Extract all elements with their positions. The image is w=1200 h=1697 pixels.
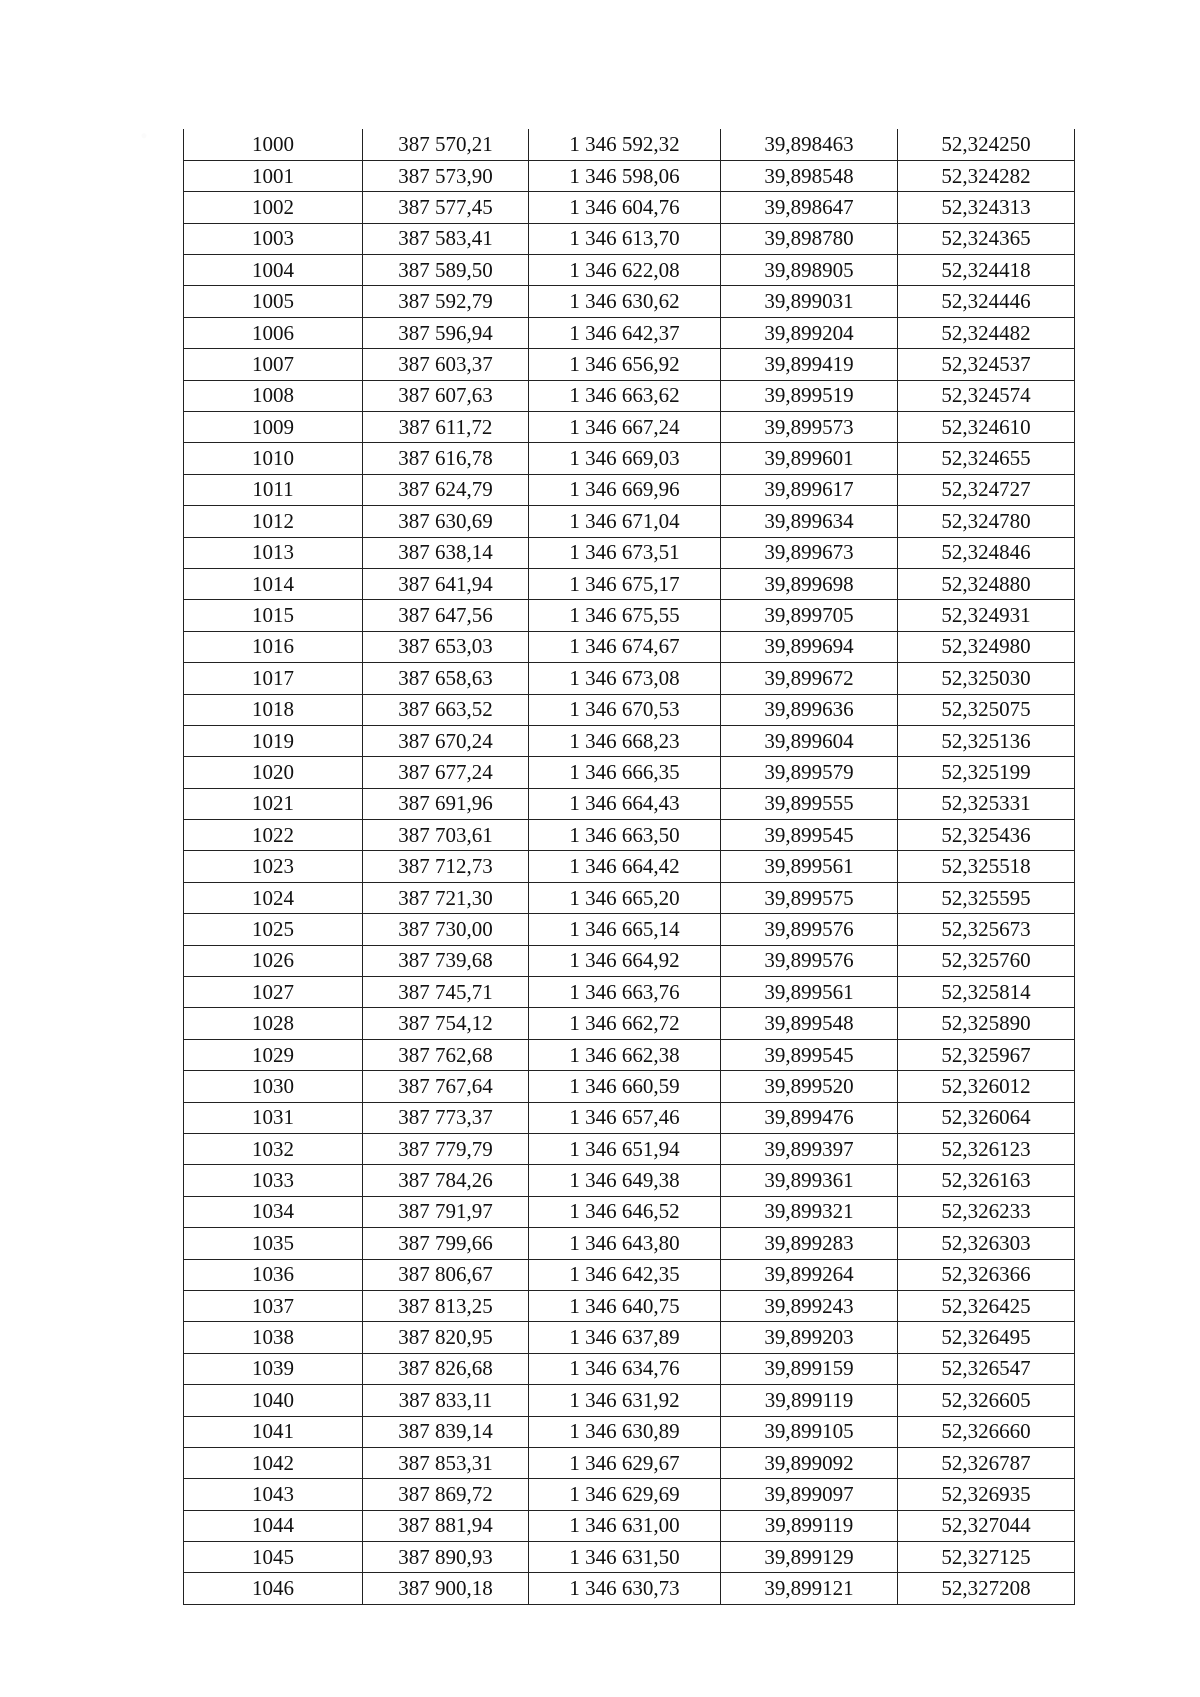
y-coordinate-cell: 1 346 664,92 bbox=[529, 945, 721, 976]
y-coordinate-cell: 1 346 662,38 bbox=[529, 1039, 721, 1070]
point-number-cell: 1033 bbox=[184, 1165, 363, 1196]
x-coordinate-cell: 387 779,79 bbox=[363, 1134, 529, 1165]
coordinates-table bbox=[183, 129, 1075, 1605]
latitude-cell: 52,325595 bbox=[898, 882, 1075, 913]
x-coordinate-cell: 387 596,94 bbox=[363, 317, 529, 348]
point-number-cell: 1007 bbox=[184, 349, 363, 380]
longitude-cell: 39,899545 bbox=[721, 1039, 898, 1070]
latitude-cell: 52,327125 bbox=[898, 1542, 1075, 1573]
table-row bbox=[184, 788, 1075, 819]
latitude-cell: 52,325760 bbox=[898, 945, 1075, 976]
longitude-cell: 39,898548 bbox=[721, 160, 898, 191]
x-coordinate-cell: 387 853,31 bbox=[363, 1447, 529, 1478]
y-coordinate-cell: 1 346 663,76 bbox=[529, 977, 721, 1008]
y-coordinate-cell: 1 346 663,62 bbox=[529, 380, 721, 411]
point-number-cell: 1040 bbox=[184, 1385, 363, 1416]
longitude-cell: 39,899105 bbox=[721, 1416, 898, 1447]
latitude-cell: 52,325518 bbox=[898, 851, 1075, 882]
longitude-cell: 39,899561 bbox=[721, 977, 898, 1008]
table-row bbox=[184, 412, 1075, 443]
x-coordinate-cell: 387 603,37 bbox=[363, 349, 529, 380]
table-row bbox=[184, 820, 1075, 851]
point-number-cell: 1010 bbox=[184, 443, 363, 474]
table-row bbox=[184, 1353, 1075, 1384]
latitude-cell: 52,325136 bbox=[898, 725, 1075, 756]
y-coordinate-cell: 1 346 673,08 bbox=[529, 663, 721, 694]
y-coordinate-cell: 1 346 664,42 bbox=[529, 851, 721, 882]
table-row bbox=[184, 1479, 1075, 1510]
y-coordinate-cell: 1 346 622,08 bbox=[529, 255, 721, 286]
x-coordinate-cell: 387 577,45 bbox=[363, 192, 529, 223]
y-coordinate-cell: 1 346 669,96 bbox=[529, 474, 721, 505]
longitude-cell: 39,898647 bbox=[721, 192, 898, 223]
point-number-cell: 1023 bbox=[184, 851, 363, 882]
point-number-cell: 1038 bbox=[184, 1322, 363, 1353]
longitude-cell: 39,899601 bbox=[721, 443, 898, 474]
y-coordinate-cell: 1 346 665,14 bbox=[529, 914, 721, 945]
latitude-cell: 52,325331 bbox=[898, 788, 1075, 819]
latitude-cell: 52,326064 bbox=[898, 1102, 1075, 1133]
latitude-cell: 52,326495 bbox=[898, 1322, 1075, 1353]
longitude-cell: 39,899576 bbox=[721, 945, 898, 976]
y-coordinate-cell: 1 346 656,92 bbox=[529, 349, 721, 380]
latitude-cell: 52,324250 bbox=[898, 129, 1075, 160]
latitude-cell: 52,326012 bbox=[898, 1071, 1075, 1102]
longitude-cell: 39,899264 bbox=[721, 1259, 898, 1290]
point-number-cell: 1021 bbox=[184, 788, 363, 819]
table-row bbox=[184, 851, 1075, 882]
y-coordinate-cell: 1 346 670,53 bbox=[529, 694, 721, 725]
latitude-cell: 52,324610 bbox=[898, 412, 1075, 443]
latitude-cell: 52,325199 bbox=[898, 757, 1075, 788]
x-coordinate-cell: 387 691,96 bbox=[363, 788, 529, 819]
x-coordinate-cell: 387 607,63 bbox=[363, 380, 529, 411]
table-row bbox=[184, 725, 1075, 756]
point-number-cell: 1004 bbox=[184, 255, 363, 286]
table-row bbox=[184, 1542, 1075, 1573]
point-number-cell: 1036 bbox=[184, 1259, 363, 1290]
point-number-cell: 1039 bbox=[184, 1353, 363, 1384]
latitude-cell: 52,324365 bbox=[898, 223, 1075, 254]
y-coordinate-cell: 1 346 634,76 bbox=[529, 1353, 721, 1384]
x-coordinate-cell: 387 583,41 bbox=[363, 223, 529, 254]
table-row bbox=[184, 286, 1075, 317]
table-row bbox=[184, 568, 1075, 599]
latitude-cell: 52,324980 bbox=[898, 631, 1075, 662]
table-row bbox=[184, 317, 1075, 348]
longitude-cell: 39,899636 bbox=[721, 694, 898, 725]
y-coordinate-cell: 1 346 671,04 bbox=[529, 506, 721, 537]
latitude-cell: 52,324313 bbox=[898, 192, 1075, 223]
point-number-cell: 1027 bbox=[184, 977, 363, 1008]
longitude-cell: 39,899321 bbox=[721, 1196, 898, 1227]
x-coordinate-cell: 387 570,21 bbox=[363, 129, 529, 160]
latitude-cell: 52,325967 bbox=[898, 1039, 1075, 1070]
y-coordinate-cell: 1 346 630,73 bbox=[529, 1573, 721, 1604]
x-coordinate-cell: 387 624,79 bbox=[363, 474, 529, 505]
point-number-cell: 1030 bbox=[184, 1071, 363, 1102]
point-number-cell: 1032 bbox=[184, 1134, 363, 1165]
longitude-cell: 39,899520 bbox=[721, 1071, 898, 1102]
latitude-cell: 52,325436 bbox=[898, 820, 1075, 851]
y-coordinate-cell: 1 346 663,50 bbox=[529, 820, 721, 851]
table-row bbox=[184, 694, 1075, 725]
point-number-cell: 1015 bbox=[184, 600, 363, 631]
table-row bbox=[184, 1008, 1075, 1039]
latitude-cell: 52,325030 bbox=[898, 663, 1075, 694]
table-row bbox=[184, 1102, 1075, 1133]
point-number-cell: 1046 bbox=[184, 1573, 363, 1604]
point-number-cell: 1022 bbox=[184, 820, 363, 851]
x-coordinate-cell: 387 833,11 bbox=[363, 1385, 529, 1416]
longitude-cell: 39,899283 bbox=[721, 1228, 898, 1259]
x-coordinate-cell: 387 820,95 bbox=[363, 1322, 529, 1353]
table-row bbox=[184, 1259, 1075, 1290]
latitude-cell: 52,324780 bbox=[898, 506, 1075, 537]
longitude-cell: 39,899548 bbox=[721, 1008, 898, 1039]
table-row bbox=[184, 1322, 1075, 1353]
point-number-cell: 1024 bbox=[184, 882, 363, 913]
x-coordinate-cell: 387 754,12 bbox=[363, 1008, 529, 1039]
longitude-cell: 39,899097 bbox=[721, 1479, 898, 1510]
latitude-cell: 52,325890 bbox=[898, 1008, 1075, 1039]
table-row bbox=[184, 757, 1075, 788]
x-coordinate-cell: 387 869,72 bbox=[363, 1479, 529, 1510]
x-coordinate-cell: 387 826,68 bbox=[363, 1353, 529, 1384]
point-number-cell: 1035 bbox=[184, 1228, 363, 1259]
y-coordinate-cell: 1 346 675,17 bbox=[529, 568, 721, 599]
x-coordinate-cell: 387 839,14 bbox=[363, 1416, 529, 1447]
latitude-cell: 52,325814 bbox=[898, 977, 1075, 1008]
latitude-cell: 52,326366 bbox=[898, 1259, 1075, 1290]
longitude-cell: 39,899705 bbox=[721, 600, 898, 631]
latitude-cell: 52,326547 bbox=[898, 1353, 1075, 1384]
longitude-cell: 39,899204 bbox=[721, 317, 898, 348]
table-row bbox=[184, 192, 1075, 223]
table-row bbox=[184, 600, 1075, 631]
longitude-cell: 39,899031 bbox=[721, 286, 898, 317]
latitude-cell: 52,326605 bbox=[898, 1385, 1075, 1416]
table-row bbox=[184, 1228, 1075, 1259]
latitude-cell: 52,326233 bbox=[898, 1196, 1075, 1227]
table-row bbox=[184, 1447, 1075, 1478]
latitude-cell: 52,324537 bbox=[898, 349, 1075, 380]
x-coordinate-cell: 387 721,30 bbox=[363, 882, 529, 913]
latitude-cell: 52,324727 bbox=[898, 474, 1075, 505]
longitude-cell: 39,899673 bbox=[721, 537, 898, 568]
longitude-cell: 39,899397 bbox=[721, 1134, 898, 1165]
latitude-cell: 52,324446 bbox=[898, 286, 1075, 317]
x-coordinate-cell: 387 703,61 bbox=[363, 820, 529, 851]
table-row bbox=[184, 1573, 1075, 1604]
point-number-cell: 1042 bbox=[184, 1447, 363, 1478]
x-coordinate-cell: 387 890,93 bbox=[363, 1542, 529, 1573]
y-coordinate-cell: 1 346 642,37 bbox=[529, 317, 721, 348]
table-row bbox=[184, 380, 1075, 411]
x-coordinate-cell: 387 799,66 bbox=[363, 1228, 529, 1259]
x-coordinate-cell: 387 813,25 bbox=[363, 1290, 529, 1321]
point-number-cell: 1019 bbox=[184, 725, 363, 756]
y-coordinate-cell: 1 346 649,38 bbox=[529, 1165, 721, 1196]
longitude-cell: 39,899634 bbox=[721, 506, 898, 537]
x-coordinate-cell: 387 739,68 bbox=[363, 945, 529, 976]
latitude-cell: 52,324880 bbox=[898, 568, 1075, 599]
y-coordinate-cell: 1 346 664,43 bbox=[529, 788, 721, 819]
table-row bbox=[184, 882, 1075, 913]
x-coordinate-cell: 387 638,14 bbox=[363, 537, 529, 568]
table-row bbox=[184, 1165, 1075, 1196]
y-coordinate-cell: 1 346 631,92 bbox=[529, 1385, 721, 1416]
longitude-cell: 39,899698 bbox=[721, 568, 898, 599]
latitude-cell: 52,326935 bbox=[898, 1479, 1075, 1510]
x-coordinate-cell: 387 881,94 bbox=[363, 1510, 529, 1541]
table-row bbox=[184, 129, 1075, 160]
point-number-cell: 1003 bbox=[184, 223, 363, 254]
table-row bbox=[184, 160, 1075, 191]
y-coordinate-cell: 1 346 668,23 bbox=[529, 725, 721, 756]
longitude-cell: 39,899121 bbox=[721, 1573, 898, 1604]
table-row bbox=[184, 631, 1075, 662]
x-coordinate-cell: 387 589,50 bbox=[363, 255, 529, 286]
x-coordinate-cell: 387 670,24 bbox=[363, 725, 529, 756]
table-row bbox=[184, 1134, 1075, 1165]
longitude-cell: 39,899573 bbox=[721, 412, 898, 443]
latitude-cell: 52,325673 bbox=[898, 914, 1075, 945]
x-coordinate-cell: 387 900,18 bbox=[363, 1573, 529, 1604]
x-coordinate-cell: 387 773,37 bbox=[363, 1102, 529, 1133]
longitude-cell: 39,899119 bbox=[721, 1510, 898, 1541]
table-row bbox=[184, 1290, 1075, 1321]
table-row bbox=[184, 443, 1075, 474]
y-coordinate-cell: 1 346 592,32 bbox=[529, 129, 721, 160]
y-coordinate-cell: 1 346 669,03 bbox=[529, 443, 721, 474]
point-number-cell: 1013 bbox=[184, 537, 363, 568]
table-row bbox=[184, 977, 1075, 1008]
table-row bbox=[184, 914, 1075, 945]
point-number-cell: 1000 bbox=[184, 129, 363, 160]
longitude-cell: 39,899159 bbox=[721, 1353, 898, 1384]
longitude-cell: 39,898463 bbox=[721, 129, 898, 160]
latitude-cell: 52,324418 bbox=[898, 255, 1075, 286]
latitude-cell: 52,326787 bbox=[898, 1447, 1075, 1478]
table-row bbox=[184, 945, 1075, 976]
y-coordinate-cell: 1 346 604,76 bbox=[529, 192, 721, 223]
y-coordinate-cell: 1 346 630,89 bbox=[529, 1416, 721, 1447]
x-coordinate-cell: 387 784,26 bbox=[363, 1165, 529, 1196]
longitude-cell: 39,899361 bbox=[721, 1165, 898, 1196]
longitude-cell: 39,899243 bbox=[721, 1290, 898, 1321]
y-coordinate-cell: 1 346 598,06 bbox=[529, 160, 721, 191]
longitude-cell: 39,899519 bbox=[721, 380, 898, 411]
longitude-cell: 39,899672 bbox=[721, 663, 898, 694]
longitude-cell: 39,899561 bbox=[721, 851, 898, 882]
longitude-cell: 39,898905 bbox=[721, 255, 898, 286]
x-coordinate-cell: 387 611,72 bbox=[363, 412, 529, 443]
y-coordinate-cell: 1 346 667,24 bbox=[529, 412, 721, 443]
latitude-cell: 52,326303 bbox=[898, 1228, 1075, 1259]
table-row bbox=[184, 223, 1075, 254]
latitude-cell: 52,327044 bbox=[898, 1510, 1075, 1541]
point-number-cell: 1001 bbox=[184, 160, 363, 191]
x-coordinate-cell: 387 712,73 bbox=[363, 851, 529, 882]
y-coordinate-cell: 1 346 651,94 bbox=[529, 1134, 721, 1165]
latitude-cell: 52,324846 bbox=[898, 537, 1075, 568]
point-number-cell: 1041 bbox=[184, 1416, 363, 1447]
point-number-cell: 1031 bbox=[184, 1102, 363, 1133]
x-coordinate-cell: 387 745,71 bbox=[363, 977, 529, 1008]
longitude-cell: 39,899575 bbox=[721, 882, 898, 913]
latitude-cell: 52,324482 bbox=[898, 317, 1075, 348]
y-coordinate-cell: 1 346 629,69 bbox=[529, 1479, 721, 1510]
longitude-cell: 39,899617 bbox=[721, 474, 898, 505]
coordinates-table-body bbox=[184, 129, 1075, 1604]
point-number-cell: 1017 bbox=[184, 663, 363, 694]
latitude-cell: 52,324931 bbox=[898, 600, 1075, 631]
y-coordinate-cell: 1 346 643,80 bbox=[529, 1228, 721, 1259]
point-number-cell: 1016 bbox=[184, 631, 363, 662]
y-coordinate-cell: 1 346 637,89 bbox=[529, 1322, 721, 1353]
table-row bbox=[184, 1416, 1075, 1447]
x-coordinate-cell: 387 806,67 bbox=[363, 1259, 529, 1290]
longitude-cell: 39,899119 bbox=[721, 1385, 898, 1416]
table-row bbox=[184, 1039, 1075, 1070]
x-coordinate-cell: 387 677,24 bbox=[363, 757, 529, 788]
point-number-cell: 1037 bbox=[184, 1290, 363, 1321]
y-coordinate-cell: 1 346 630,62 bbox=[529, 286, 721, 317]
longitude-cell: 39,899092 bbox=[721, 1447, 898, 1478]
y-coordinate-cell: 1 346 646,52 bbox=[529, 1196, 721, 1227]
point-number-cell: 1043 bbox=[184, 1479, 363, 1510]
point-number-cell: 1012 bbox=[184, 506, 363, 537]
y-coordinate-cell: 1 346 666,35 bbox=[529, 757, 721, 788]
longitude-cell: 39,899694 bbox=[721, 631, 898, 662]
x-coordinate-cell: 387 658,63 bbox=[363, 663, 529, 694]
latitude-cell: 52,324655 bbox=[898, 443, 1075, 474]
point-number-cell: 1005 bbox=[184, 286, 363, 317]
point-number-cell: 1020 bbox=[184, 757, 363, 788]
y-coordinate-cell: 1 346 631,00 bbox=[529, 1510, 721, 1541]
longitude-cell: 39,899579 bbox=[721, 757, 898, 788]
x-coordinate-cell: 387 653,03 bbox=[363, 631, 529, 662]
x-coordinate-cell: 387 647,56 bbox=[363, 600, 529, 631]
point-number-cell: 1011 bbox=[184, 474, 363, 505]
y-coordinate-cell: 1 346 675,55 bbox=[529, 600, 721, 631]
y-coordinate-cell: 1 346 660,59 bbox=[529, 1071, 721, 1102]
y-coordinate-cell: 1 346 642,35 bbox=[529, 1259, 721, 1290]
x-coordinate-cell: 387 573,90 bbox=[363, 160, 529, 191]
point-number-cell: 1008 bbox=[184, 380, 363, 411]
x-coordinate-cell: 387 663,52 bbox=[363, 694, 529, 725]
latitude-cell: 52,324574 bbox=[898, 380, 1075, 411]
y-coordinate-cell: 1 346 629,67 bbox=[529, 1447, 721, 1478]
point-number-cell: 1044 bbox=[184, 1510, 363, 1541]
point-number-cell: 1009 bbox=[184, 412, 363, 443]
table-row bbox=[184, 1385, 1075, 1416]
latitude-cell: 52,326660 bbox=[898, 1416, 1075, 1447]
y-coordinate-cell: 1 346 665,20 bbox=[529, 882, 721, 913]
point-number-cell: 1028 bbox=[184, 1008, 363, 1039]
longitude-cell: 39,899129 bbox=[721, 1542, 898, 1573]
table-row bbox=[184, 1510, 1075, 1541]
y-coordinate-cell: 1 346 674,67 bbox=[529, 631, 721, 662]
point-number-cell: 1014 bbox=[184, 568, 363, 599]
x-coordinate-cell: 387 592,79 bbox=[363, 286, 529, 317]
point-number-cell: 1034 bbox=[184, 1196, 363, 1227]
longitude-cell: 39,898780 bbox=[721, 223, 898, 254]
latitude-cell: 52,326425 bbox=[898, 1290, 1075, 1321]
longitude-cell: 39,899419 bbox=[721, 349, 898, 380]
longitude-cell: 39,899555 bbox=[721, 788, 898, 819]
table-row bbox=[184, 537, 1075, 568]
y-coordinate-cell: 1 346 631,50 bbox=[529, 1542, 721, 1573]
y-coordinate-cell: 1 346 673,51 bbox=[529, 537, 721, 568]
x-coordinate-cell: 387 616,78 bbox=[363, 443, 529, 474]
latitude-cell: 52,324282 bbox=[898, 160, 1075, 191]
table-row bbox=[184, 474, 1075, 505]
longitude-cell: 39,899604 bbox=[721, 725, 898, 756]
longitude-cell: 39,899576 bbox=[721, 914, 898, 945]
point-number-cell: 1045 bbox=[184, 1542, 363, 1573]
y-coordinate-cell: 1 346 662,72 bbox=[529, 1008, 721, 1039]
longitude-cell: 39,899203 bbox=[721, 1322, 898, 1353]
table-row bbox=[184, 255, 1075, 286]
x-coordinate-cell: 387 630,69 bbox=[363, 506, 529, 537]
latitude-cell: 52,325075 bbox=[898, 694, 1075, 725]
table-row bbox=[184, 1071, 1075, 1102]
x-coordinate-cell: 387 762,68 bbox=[363, 1039, 529, 1070]
table-row bbox=[184, 506, 1075, 537]
x-coordinate-cell: 387 791,97 bbox=[363, 1196, 529, 1227]
point-number-cell: 1006 bbox=[184, 317, 363, 348]
point-number-cell: 1025 bbox=[184, 914, 363, 945]
point-number-cell: 1026 bbox=[184, 945, 363, 976]
latitude-cell: 52,326123 bbox=[898, 1134, 1075, 1165]
y-coordinate-cell: 1 346 613,70 bbox=[529, 223, 721, 254]
longitude-cell: 39,899545 bbox=[721, 820, 898, 851]
x-coordinate-cell: 387 641,94 bbox=[363, 568, 529, 599]
point-number-cell: 1029 bbox=[184, 1039, 363, 1070]
y-coordinate-cell: 1 346 640,75 bbox=[529, 1290, 721, 1321]
y-coordinate-cell: 1 346 657,46 bbox=[529, 1102, 721, 1133]
point-number-cell: 1002 bbox=[184, 192, 363, 223]
table-row bbox=[184, 663, 1075, 694]
x-coordinate-cell: 387 730,00 bbox=[363, 914, 529, 945]
longitude-cell: 39,899476 bbox=[721, 1102, 898, 1133]
latitude-cell: 52,327208 bbox=[898, 1573, 1075, 1604]
table-row bbox=[184, 1196, 1075, 1227]
latitude-cell: 52,326163 bbox=[898, 1165, 1075, 1196]
table-row bbox=[184, 349, 1075, 380]
point-number-cell: 1018 bbox=[184, 694, 363, 725]
x-coordinate-cell: 387 767,64 bbox=[363, 1071, 529, 1102]
